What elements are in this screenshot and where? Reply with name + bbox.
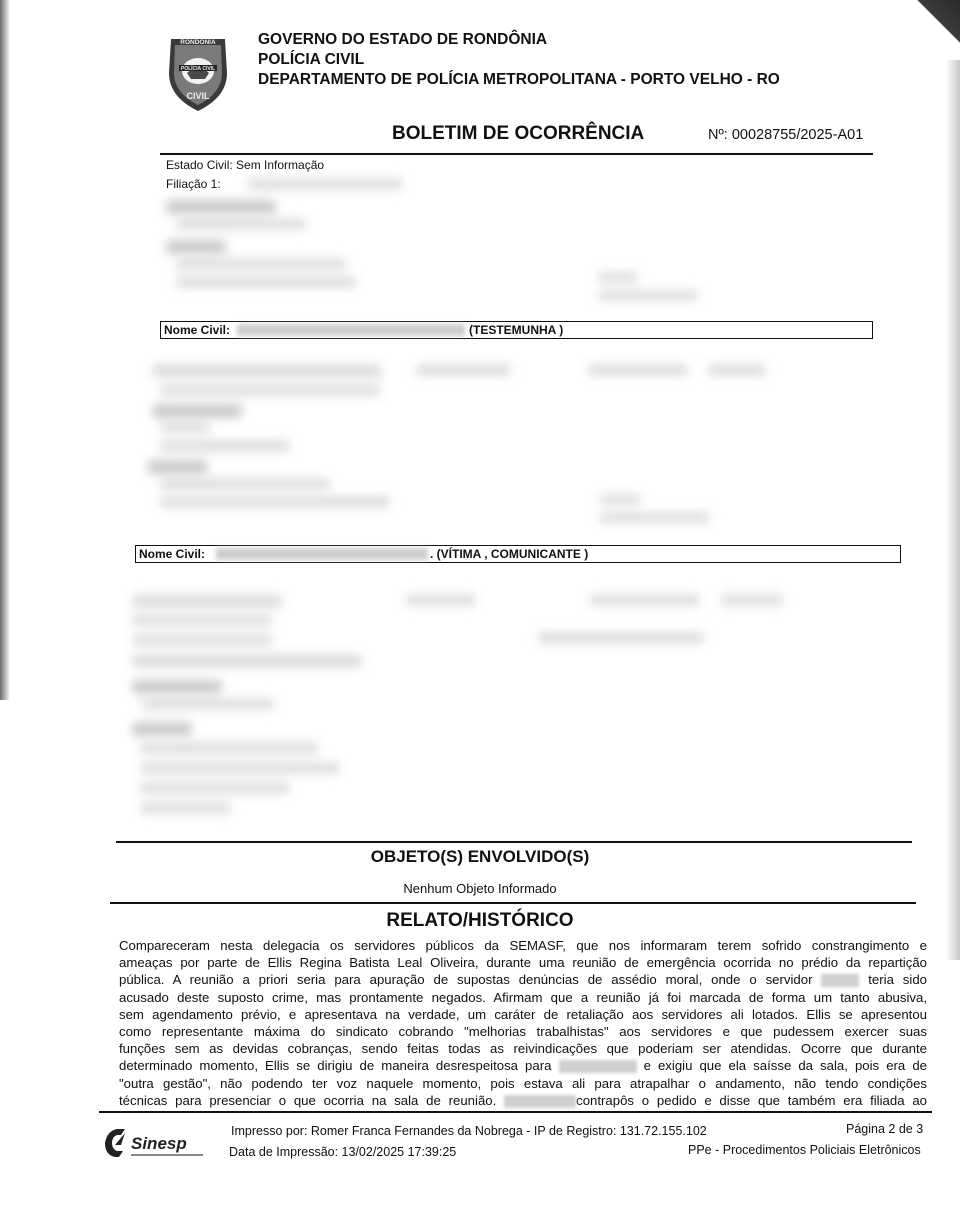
document-title: BOLETIM DE OCORRÊNCIA xyxy=(392,123,645,144)
estado-civil-text: Estado Civil: Sem Informação xyxy=(166,158,325,172)
relato-line: "outra gestão", não podendo ter voz naquele momento, pois estava ali para atrapalhar o andamento, não tendo condições xyxy=(119,1075,927,1091)
redacted-block xyxy=(176,276,356,288)
page-corner-fold xyxy=(900,0,960,60)
redacted-block xyxy=(142,698,274,710)
redacted-block xyxy=(140,742,318,754)
badge-mid-text: POLÍCIA CIVIL xyxy=(180,66,216,72)
victim-name-label: Nome Civil: xyxy=(139,547,206,561)
relato-line: funções sem as devidas cobranças, sendo feitas todas as reivindicações que poderiam ser atendidas. Ocorre que durante xyxy=(119,1041,927,1057)
redacted-block xyxy=(722,594,782,606)
title-divider xyxy=(160,153,873,155)
victim-name-box xyxy=(135,545,901,563)
header-line-government: GOVERNO DO ESTADO DE RONDÔNIA xyxy=(258,31,548,48)
redacted-block xyxy=(600,494,640,505)
relato-line xyxy=(119,1092,927,1109)
objetos-value: Nenhum Objeto Informado xyxy=(403,881,557,896)
redacted-block xyxy=(140,802,230,814)
printed-by: Impresso por: Romer Franca Fernandes da Nobrega - IP de Registro: 131.72.155.102 xyxy=(231,1124,707,1138)
footer-divider xyxy=(99,1111,932,1113)
system-name: PPe - Procedimentos Policiais Eletrônicos xyxy=(688,1143,921,1157)
redacted-block xyxy=(132,680,222,694)
redacted-block xyxy=(132,654,362,668)
page-number: Página 2 de 3 xyxy=(846,1122,924,1136)
redacted-block xyxy=(132,722,192,736)
redacted-name xyxy=(559,1060,637,1073)
redacted-block xyxy=(538,632,704,644)
redacted-block xyxy=(416,364,511,376)
redacted-victim-name xyxy=(216,548,428,560)
redacted-block xyxy=(176,218,306,230)
page-edge-shadow-right xyxy=(946,60,960,960)
redacted-block xyxy=(166,240,226,254)
header-line-department: DEPARTAMENTO DE POLÍCIA METROPOLITANA - PORTO VELHO - RO xyxy=(258,71,780,88)
relato-line: ameaças por parte de Ellis Regina Batista Leal Oliveira, durante uma reunião de emergência ocorrida no prédio da repartição xyxy=(119,955,927,971)
redacted-block xyxy=(160,440,290,452)
relato-line-part: contrapôs o pedido e disse que também era filiada ao xyxy=(576,1092,927,1108)
redacted-block xyxy=(166,200,276,214)
redacted-block xyxy=(132,594,282,608)
redacted-block xyxy=(140,762,340,774)
redacted-name xyxy=(504,1095,576,1108)
redacted-block xyxy=(152,364,382,378)
page-edge-shadow xyxy=(0,0,10,700)
police-badge-logo xyxy=(165,33,231,113)
redacted-block xyxy=(140,782,290,794)
redacted-block xyxy=(132,634,272,646)
redacted-block xyxy=(708,364,766,376)
objetos-divider xyxy=(116,841,912,843)
relato-divider xyxy=(110,902,916,904)
witness-role: (TESTEMUNHA ) xyxy=(469,323,564,337)
relato-line-part: determinado momento, Ellis se dirigiu de maneira desrespeitosa para xyxy=(119,1058,552,1074)
print-date: Data de Impressão: 13/02/2025 17:39:25 xyxy=(229,1145,457,1159)
witness-name-box xyxy=(160,321,873,339)
victim-role: . (VÍTIMA , COMUNICANTE ) xyxy=(430,547,589,561)
redacted-block xyxy=(590,594,700,606)
badge-top-text: RONDÔNIA xyxy=(180,39,216,46)
document-number: Nº: 00028755/2025-A01 xyxy=(708,127,864,143)
objetos-title: OBJETO(S) ENVOLVIDO(S) xyxy=(370,847,590,866)
filiacao-label: Filiação 1: xyxy=(166,177,221,191)
redacted-name xyxy=(821,974,859,987)
sinesp-logo xyxy=(101,1123,211,1163)
redacted-block xyxy=(160,496,390,508)
witness-name-label: Nome Civil: xyxy=(164,323,231,337)
redacted-witness-name xyxy=(237,324,465,336)
redacted-block xyxy=(176,258,346,270)
redacted-block xyxy=(588,364,688,376)
redacted-block xyxy=(598,272,638,283)
header-line-police: POLÍCIA CIVIL xyxy=(258,51,365,68)
relato-line xyxy=(119,971,927,988)
relato-line xyxy=(119,1057,927,1074)
header-block xyxy=(258,30,780,90)
redacted-filiacao xyxy=(248,178,403,190)
relato-line: acusado deste suposto crime, mas prontamente negados. Afirmam que a reunião já foi marcada de forma um tanto abusiva, xyxy=(119,989,927,1005)
relato-line-part: pública. A reunião a priori seria para apuração de supostas denúncias de assédio moral, onde o servidor xyxy=(119,972,813,988)
redacted-block xyxy=(406,594,476,606)
sinesp-logo-text: Sinesp xyxy=(131,1134,187,1153)
redacted-block xyxy=(160,384,380,396)
redacted-block xyxy=(160,422,210,433)
redacted-block xyxy=(600,512,710,523)
redacted-block xyxy=(160,478,330,490)
relato-line: sem agendamento prévio, e apresentava na verdade, um caráter de retaliação aos servidores ali lotados. Ellis se apresentou xyxy=(119,1006,927,1022)
badge-bottom-text: CIVIL xyxy=(186,91,210,101)
redacted-block xyxy=(132,614,272,626)
relato-title: RELATO/HISTÓRICO xyxy=(386,910,574,931)
relato-line-part: e exigiu que ela saísse da sala, pois era de xyxy=(643,1058,927,1074)
relato-line-part: técnicas para presenciar o que ocorria na sala de reunião. xyxy=(119,1092,497,1108)
relato-line: como representante máxima do sindicato cobrando "melhorias trabalhistas" aos servidores e que pudessem exercer suas xyxy=(119,1024,927,1040)
redacted-block xyxy=(598,290,698,301)
relato-line-part: teria sido xyxy=(868,972,927,988)
redacted-block xyxy=(152,404,242,418)
redacted-block xyxy=(148,460,208,474)
relato-body xyxy=(119,937,927,1109)
relato-line: Compareceram nesta delegacia os servidores públicos da SEMASF, que nos informaram terem sofrido constrangimento e xyxy=(119,938,927,953)
